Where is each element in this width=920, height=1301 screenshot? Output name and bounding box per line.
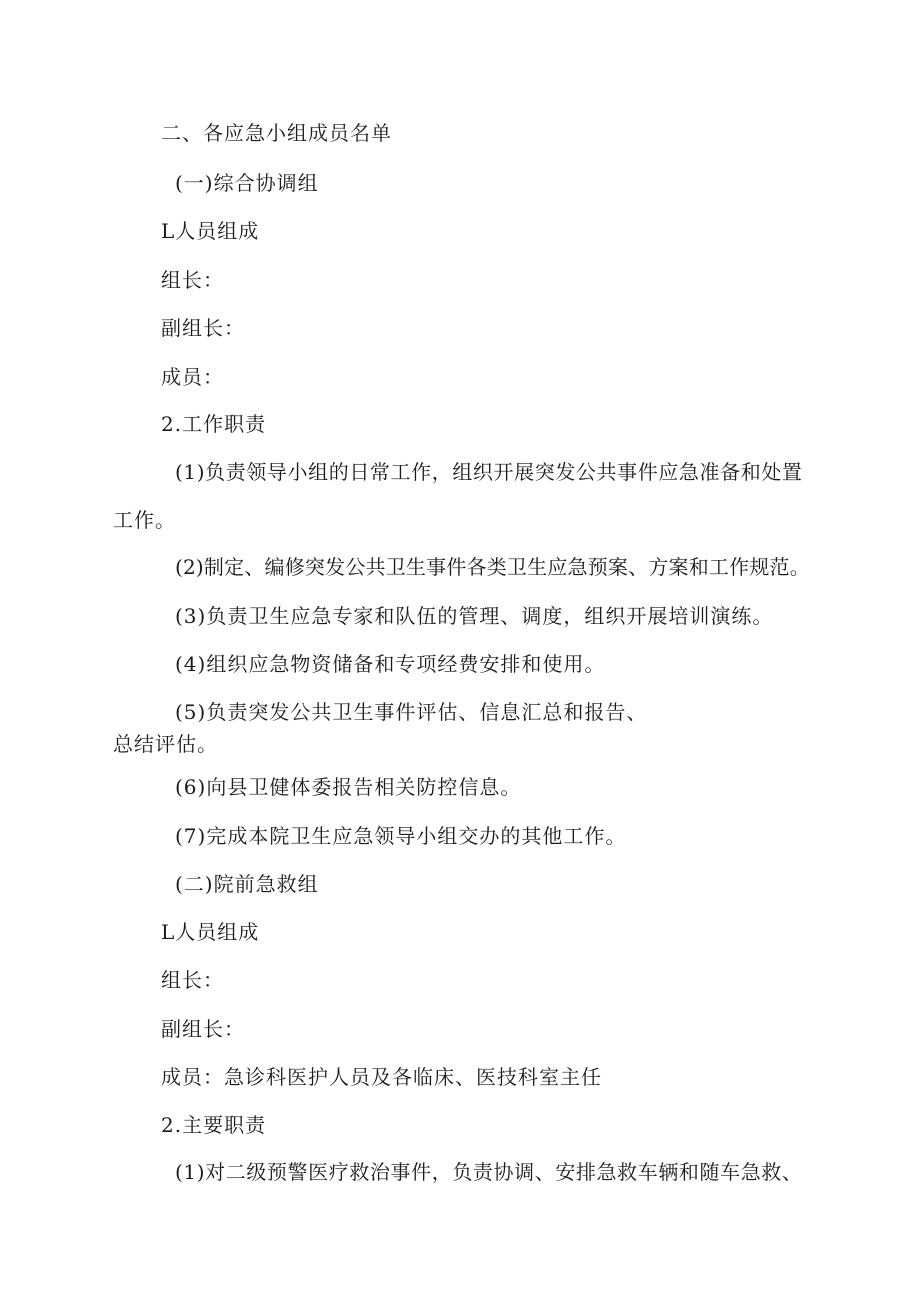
leader-label: 组长： <box>161 968 224 992</box>
deputy-leader-label: 副组长： <box>161 316 245 340</box>
group-title-prehospital: (二)院前急救组 <box>175 872 319 896</box>
duty-item: (2)制定、编修突发公共卫生事件各类卫生应急预案、方案和工作规范。 <box>175 555 810 579</box>
duty-item: (1)对二级预警医疗救治事件，负责协调、安排急救车辆和随车急救、 <box>175 1160 803 1184</box>
duty-item-continuation: 工作。 <box>113 508 176 532</box>
section-heading: 二、各应急小组成员名单 <box>161 121 392 145</box>
duty-item: (6)向县卫健体委报告相关防控信息。 <box>175 775 522 799</box>
duty-item: (7)完成本院卫生应急领导小组交办的其他工作。 <box>175 824 627 848</box>
members-label: 成员： <box>161 365 224 389</box>
members-label: 成员：急诊科医护人员及各临床、医技科室主任 <box>161 1065 602 1089</box>
duties-heading: 2.主要职责 <box>161 1113 267 1137</box>
duty-item: (4)组织应急物资储备和专项经费安排和使用。 <box>175 652 606 676</box>
group-title-coordination: (一)综合协调组 <box>175 171 319 195</box>
composition-heading: L人员组成 <box>161 920 260 944</box>
composition-heading: L人员组成 <box>161 219 260 243</box>
duty-item-continuation: 总结评估。 <box>113 732 218 756</box>
duty-item: (5)负责突发公共卫生事件评估、信息汇总和报告、 <box>175 700 648 724</box>
duty-item: (1)负责领导小组的日常工作，组织开展突发公共事件应急准备和处置 <box>175 460 803 484</box>
leader-label: 组长： <box>161 268 224 292</box>
duty-item: (3)负责卫生应急专家和队伍的管理、调度，组织开展培训演练。 <box>175 604 774 628</box>
deputy-leader-label: 副组长： <box>161 1017 245 1041</box>
duties-heading: 2.工作职责 <box>161 412 267 436</box>
